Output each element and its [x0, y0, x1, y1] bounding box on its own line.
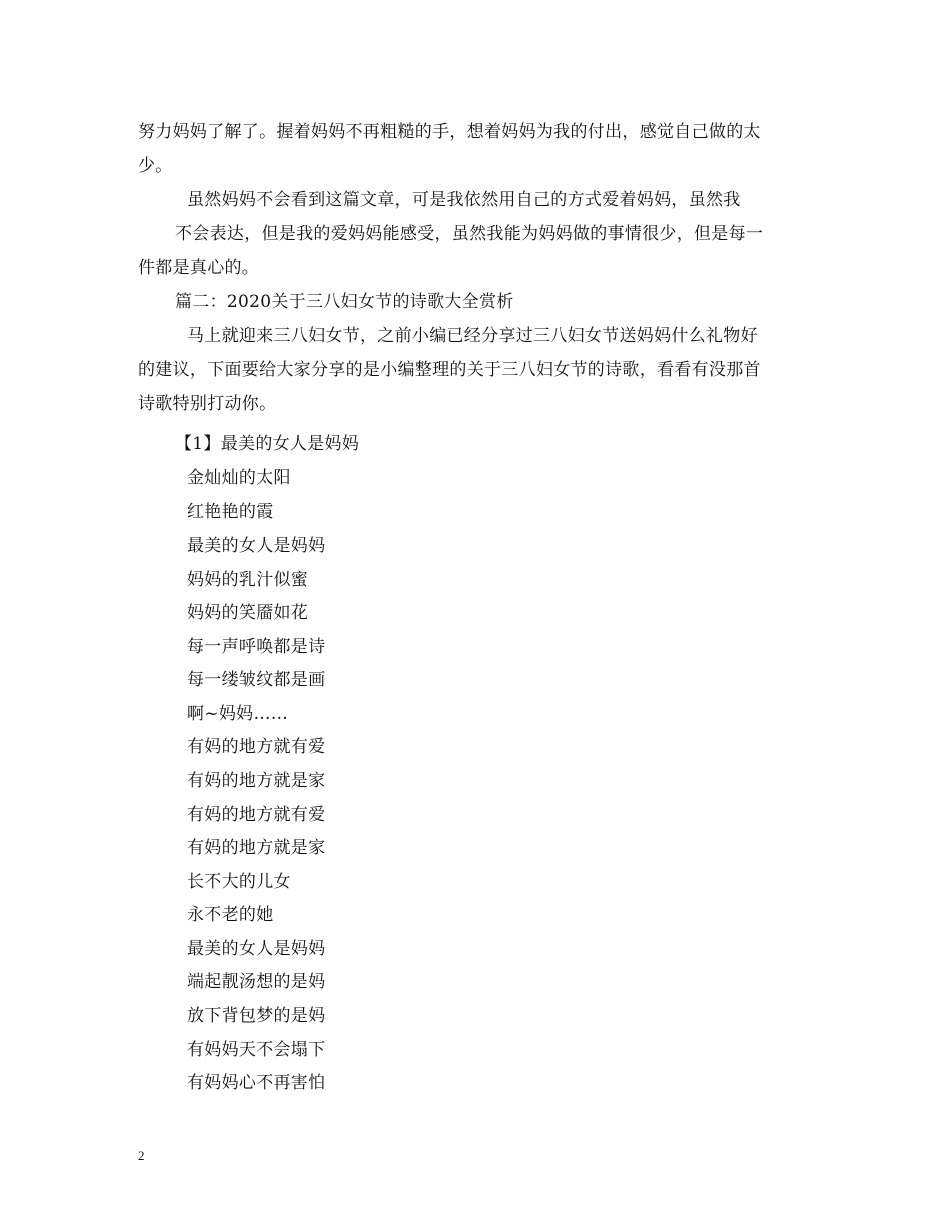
section-heading: 篇二：2020关于三八妇女节的诗歌大全赏析 [175, 292, 514, 312]
paragraph-line: 努力妈妈了解了。握着妈妈不再粗糙的手，想着妈妈为我的付出，感觉自己做的太 [138, 122, 761, 142]
poem-line: 永不老的她 [187, 905, 274, 925]
paragraph-line: 诗歌特别打动你。 [138, 394, 277, 414]
poem-line: 端起靓汤想的是妈 [187, 972, 326, 992]
page-number: 2 [138, 1148, 145, 1163]
paragraph-line: 不会表达，但是我的爱妈妈能感受，虽然我能为妈妈做的事情很少，但是每一 [175, 224, 764, 244]
poem-line: 啊~妈妈…… [187, 704, 289, 724]
poem-title: 【1】最美的女人是妈妈 [175, 434, 360, 454]
paragraph-line: 少。 [138, 156, 173, 176]
poem-line: 有妈的地方就是家 [187, 771, 326, 791]
poem-line: 有妈的地方就有爱 [187, 737, 326, 757]
paragraph-line: 的建议，下面要给大家分享的是小编整理的关于三八妇女节的诗歌，看看有没那首 [138, 360, 761, 380]
poem-line: 每一声呼唤都是诗 [187, 637, 326, 657]
poem-line: 最美的女人是妈妈 [187, 536, 326, 556]
paragraph-line: 虽然妈妈不会看到这篇文章，可是我依然用自己的方式爱着妈妈，虽然我 [187, 190, 741, 210]
poem-line: 红艳艳的霞 [187, 502, 274, 522]
poem-line: 有妈妈天不会塌下 [187, 1040, 326, 1060]
poem-line: 有妈妈心不再害怕 [187, 1073, 326, 1093]
paragraph-line: 马上就迎来三八妇女节，之前小编已经分享过三八妇女节送妈妈什么礼物好 [187, 326, 758, 346]
paragraph-line: 件都是真心的。 [138, 258, 260, 278]
poem-line: 有妈的地方就是家 [187, 838, 326, 858]
poem-line: 最美的女人是妈妈 [187, 939, 326, 959]
poem-line: 长不大的儿女 [187, 872, 291, 892]
poem-line: 妈妈的乳汁似蜜 [187, 570, 309, 590]
poem-line: 有妈的地方就有爱 [187, 805, 326, 825]
poem-line: 金灿灿的太阳 [187, 468, 291, 488]
poem-line: 每一缕皱纹都是画 [187, 670, 326, 690]
poem-line: 放下背包梦的是妈 [187, 1006, 326, 1026]
poem-line: 妈妈的笑靥如花 [187, 603, 309, 623]
